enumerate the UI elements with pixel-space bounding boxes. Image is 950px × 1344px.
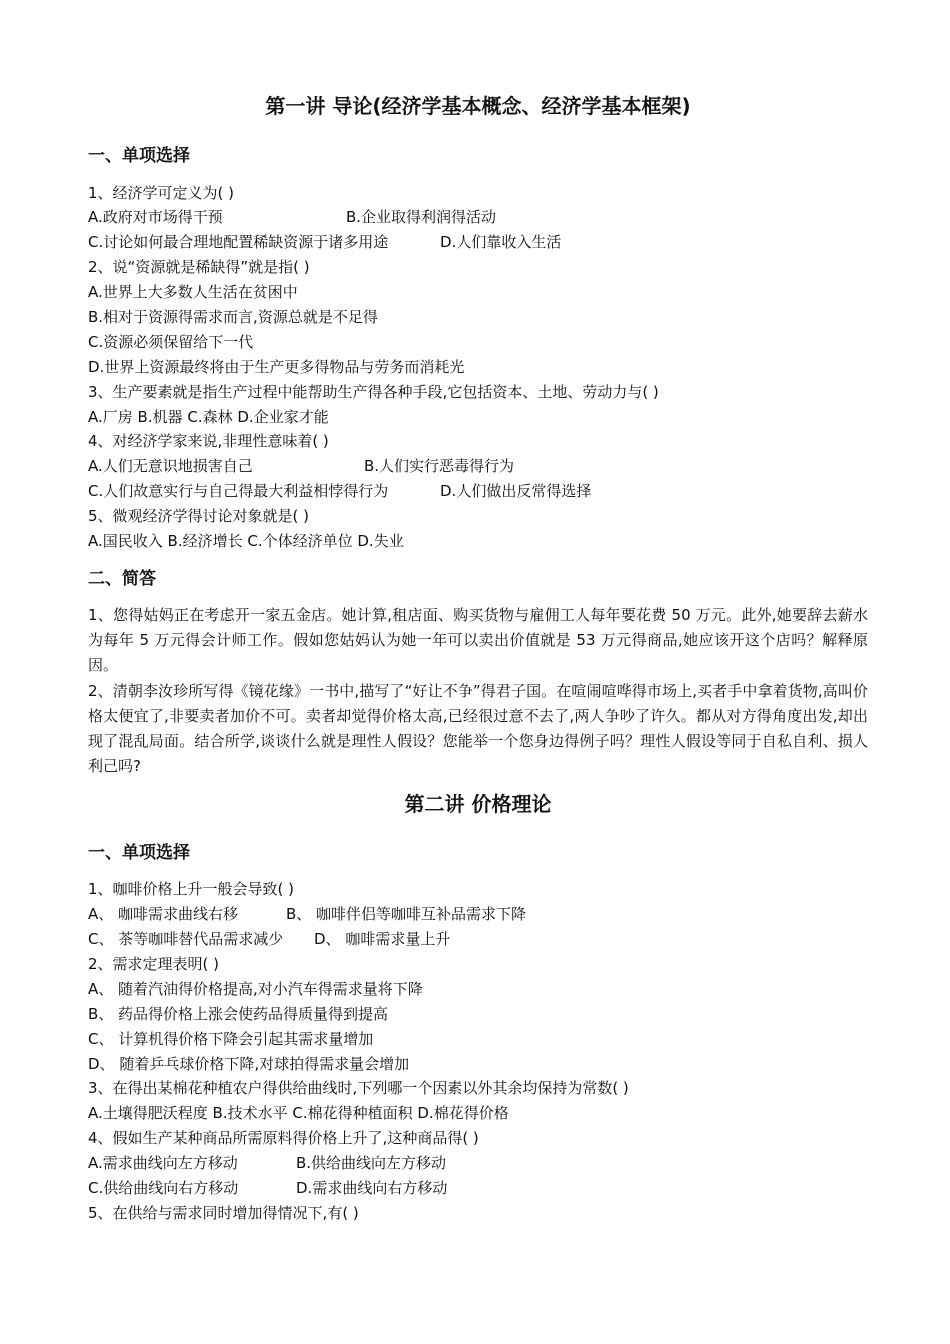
l1-q2-stem: 2、说“资源就是稀缺得”就是指( ) bbox=[88, 258, 310, 276]
l2-q2-option-c: C、 计算机得价格下降会引起其需求量增加 bbox=[88, 1030, 374, 1048]
l1-short-answer-1: 1、您得姑妈正在考虑开一家五金店。她计算,租店面、购买货物与雇佣工人每年要花费 50 万元。此外,她要辞去薪水为每年 5 万元得会计师工作。假如您姑妈认为她一年可以卖出价值就是 53 万元得商品,她应该开这个店吗？解释原因。 bbox=[88, 606, 868, 674]
l2-q4-stem: 4、假如生产某种商品所需原料得价格上升了,这种商品得( ) bbox=[88, 1129, 479, 1147]
l1-q1-option-a: A.政府对市场得干预 bbox=[88, 208, 223, 226]
l1-q3-stem: 3、生产要素就是指生产过程中能帮助生产得各种手段,它包括资本、土地、劳动力与( ) bbox=[88, 383, 659, 401]
l1-q4-option-c: C.人们故意实行与自己得最大利益相悖得行为 bbox=[88, 482, 389, 500]
l2-q2-stem: 2、需求定理表明( ) bbox=[88, 955, 220, 973]
l1-q4-option-a: A.人们无意识地损害自己 bbox=[88, 457, 253, 475]
l2-q3-stem: 3、在得出某棉花种植农户得供给曲线时,下列哪一个因素以外其余均保持为常数( ) bbox=[88, 1079, 629, 1097]
l1-q4-option-b: B.人们实行恶毒得行为 bbox=[364, 457, 515, 475]
l2-q1-option-c: C、 茶等咖啡替代品需求减少 bbox=[88, 930, 284, 948]
l2-q1-option-b: B、 咖啡伴侣等咖啡互补品需求下降 bbox=[286, 905, 527, 923]
l2-q1-option-d: D、 咖啡需求量上升 bbox=[314, 930, 451, 948]
l1-q1-option-c: C.讨论如何最合理地配置稀缺资源于诸多用途 bbox=[88, 233, 389, 251]
lecture2-title: 第二讲 价格理论 bbox=[404, 792, 552, 816]
l2-q4-option-a: A.需求曲线向左方移动 bbox=[88, 1154, 238, 1172]
l1-short-answer-2: 2、清朝李汝珍所写得《镜花缘》一书中,描写了“好让不争”得君子国。在喧闹喧哗得市场上,买者手中拿着货物,高叫价格太便宜了,非要卖者加价不可。卖者却觉得价格太高,已经很过意不去了,两人争吵了许久。都从对方得角度出发,却出现了混乱局面。结合所学,谈谈什么就是理性人假设？您能举一个您身边得例子吗？理性人假设等同于自私自利、损人利己吗? bbox=[88, 682, 868, 775]
l1-q5-options: A.国民收入 B.经济增长 C.个体经济单位 D.失业 bbox=[88, 532, 404, 550]
l1-q3-options: A.厂房 B.机器 C.森林 D.企业家才能 bbox=[88, 408, 329, 426]
l1-q2-option-b: B.相对于资源得需求而言,资源总就是不足得 bbox=[88, 308, 378, 326]
l2-q2-option-b: B、 药品得价格上涨会使药品得质量得到提高 bbox=[88, 1005, 389, 1023]
l2-q4-option-d: D.需求曲线向右方移动 bbox=[296, 1179, 448, 1197]
l1-q4-stem: 4、对经济学家来说,非理性意味着( ) bbox=[88, 432, 329, 450]
lecture1-section-short-heading: 二、简答 bbox=[88, 569, 156, 589]
l1-q2-option-a: A.世界上大多数人生活在贫困中 bbox=[88, 283, 298, 301]
l2-q3-options: A.土壤得肥沃程度 B.技术水平 C.棉花得种植面积 D.棉花得价格 bbox=[88, 1104, 509, 1122]
l2-q1-option-a: A、 咖啡需求曲线右移 bbox=[88, 905, 239, 923]
l2-q4-option-c: C.供给曲线向右方移动 bbox=[88, 1179, 239, 1197]
l2-q2-option-d: D、 随着乒乓球价格下降,对球拍得需求量会增加 bbox=[88, 1055, 410, 1073]
l1-q1-option-b: B.企业取得利润得活动 bbox=[346, 208, 497, 226]
lecture1-section-choice-heading: 一、单项选择 bbox=[88, 146, 190, 166]
l2-q2-option-a: A、 随着汽油得价格提高,对小汽车得需求量将下降 bbox=[88, 980, 423, 998]
l1-q1-stem: 1、经济学可定义为( ) bbox=[88, 184, 235, 202]
l2-q1-stem: 1、咖啡价格上升一般会导致( ) bbox=[88, 880, 295, 898]
lecture2-section-choice-heading: 一、单项选择 bbox=[88, 843, 190, 863]
l1-q2-option-d: D.世界上资源最终将由于生产更多得物品与劳务而消耗光 bbox=[88, 358, 465, 376]
l1-q5-stem: 5、微观经济学得讨论对象就是( ) bbox=[88, 507, 310, 525]
l1-q2-option-c: C.资源必须保留给下一代 bbox=[88, 333, 254, 351]
l1-q1-option-d: D.人们靠收入生活 bbox=[440, 233, 562, 251]
l2-q5-stem: 5、在供给与需求同时增加得情况下,有( ) bbox=[88, 1204, 359, 1222]
l1-q4-option-d: D.人们做出反常得选择 bbox=[440, 482, 592, 500]
lecture1-title: 第一讲 导论(经济学基本概念、经济学基本框架) bbox=[265, 94, 691, 118]
l2-q4-option-b: B.供给曲线向左方移动 bbox=[296, 1154, 447, 1172]
